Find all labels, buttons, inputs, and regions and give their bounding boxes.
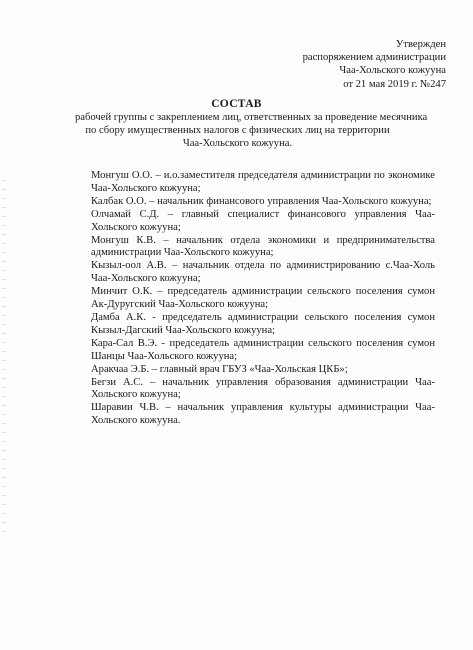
scan-artifact [2, 180, 6, 540]
member-entry: Монгуш К.В. – начальник отдела экономики и предпринимательства администрации Чаа-Хольского кожууна; [91, 234, 435, 259]
subtitle-line: Чаа-Хольского кожууна. [182, 138, 293, 149]
approval-line: Чаа-Хольского кожууна [339, 65, 446, 77]
member-entry: Бегзи А.С. – начальник управления образования администрации Чаа-Хольского кожууна; [91, 376, 435, 401]
approval-line: Утвержден [395, 39, 446, 50]
member-entry: Кара-Сал В.Э. - председатель администрации сельского поселения сумон Шанцы Чаа-Хольского кожууна; [91, 337, 435, 362]
subtitle-line: рабочей группы с закреплением лиц, ответственных за проведение месячника [75, 112, 428, 123]
member-entry: Минчит О.К. – председатель администрации сельского поселения сумон Ак-Дуругский Чаа-Хольского кожууна; [91, 286, 435, 311]
member-entry: Калбак О.О. – начальник финансового управления Чаа-Хольского кожууна; [91, 195, 432, 207]
member-entry: Шаравии Ч.В. – начальник управления культуры администрации Чаа-Хольского кожууна. [91, 402, 435, 427]
member-entry: Дамба А.К. - председатель администрации сельского поселения сумон Кызыл-Дагский Чаа-Хольского кожууна; [91, 311, 435, 336]
document-title: СОСТАВ [211, 98, 262, 110]
approval-line: распоряжением администрации [302, 52, 446, 64]
approval-line: от 21 мая 2019 г. №247 [343, 78, 446, 90]
member-entry: Олчамай С.Д. – главный специалист финансового управления Чаа-Хольского кожууна; [91, 208, 435, 233]
approval-block [226, 38, 446, 91]
member-entry: Кызыл-оол А.В. – начальник отдела по администрированию с.Чаа-Холь Чаа-Хольского кожууна; [91, 260, 435, 285]
member-entry: Монгуш О.О. – и.о.заместителя председателя администрации по экономике Чаа-Хольского кожууна; [91, 170, 435, 194]
members-list [91, 170, 435, 428]
subtitle-line: по сбору имущественных налогов с физических лиц на территории [85, 125, 390, 136]
member-entry: Аракчаа Э.Б. – главный врач ГБУЗ «Чаа-Хольская ЦКБ»; [91, 363, 348, 375]
document-subtitle [75, 111, 428, 150]
